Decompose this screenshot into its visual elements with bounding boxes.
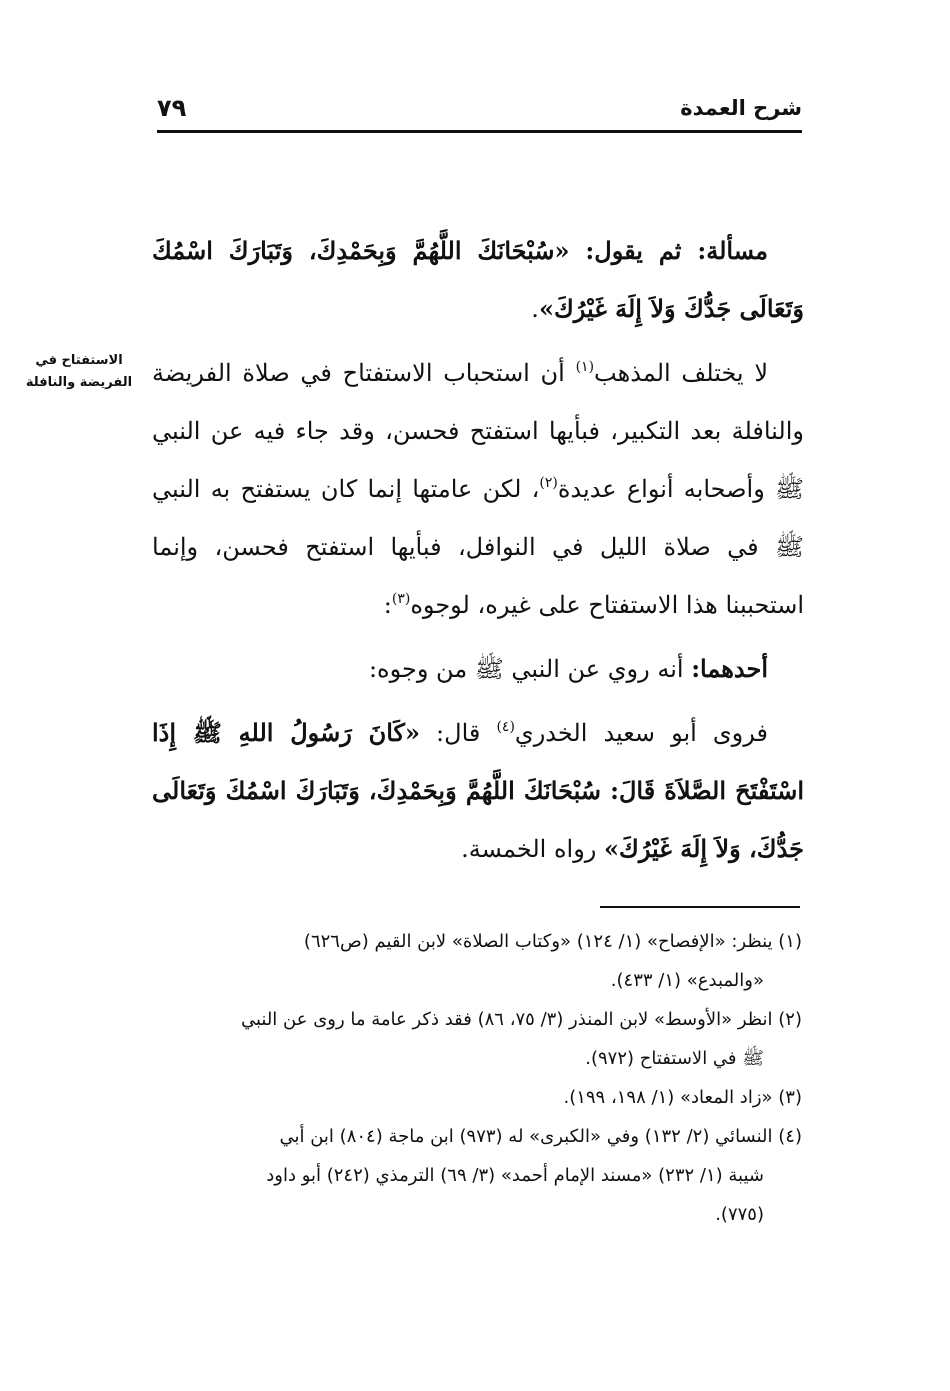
paragraph-text: فروى أبو سعيد الخدري bbox=[514, 719, 768, 747]
page-header bbox=[157, 90, 802, 133]
paragraph-text: ، لكن عامتها إنما كان يستفتح به النبي ﷺ في صلاة الليل في النوافل، فبأيها استفتح فحسن، وإنما استحببنا هذا الاستفتاح على غيره، لوجوه bbox=[152, 475, 804, 619]
paragraph-text: رواه الخمسة. bbox=[461, 835, 605, 863]
footnote-number: (٢) bbox=[778, 1009, 802, 1030]
hadith-quote: «كَانَ رَسُولُ اللهِ ﷺ إِذَا اسْتَفْتَحَ الصَّلاَةَ قَالَ: سُبْحَانَكَ اللَّهُمَّ وَبِحَمْدِكَ، وَتَبَارَكَ اسْمُكَ وَتَعَالَى جَدُّكَ، وَلاَ إِلَهَ غَيْرُكَ» bbox=[152, 718, 804, 863]
footnote-2 bbox=[152, 1000, 802, 1039]
dua-quote: «سُبْحَانَكَ اللَّهُمَّ وَبِحَمْدِكَ، وَتَبَارَكَ اسْمُكَ وَتَعَالَى جَدُّكَ وَلاَ إِلَهَ غَيْرُكَ» bbox=[152, 236, 804, 323]
paragraph-madhhab bbox=[152, 344, 804, 634]
footnote-ref-2[interactable]: (٢) bbox=[539, 475, 558, 491]
paragraph-text: : bbox=[383, 591, 392, 619]
footnote-number: (٣) bbox=[778, 1087, 802, 1108]
paragraph-first-reason bbox=[152, 640, 804, 698]
paragraph-text: قال: bbox=[419, 719, 497, 747]
footnote-text: ﷺ في الاستفتاح (٩٧٢). bbox=[585, 1048, 764, 1069]
paragraph-text: لا يختلف المذهب bbox=[594, 359, 769, 387]
paragraph-tail: . bbox=[531, 295, 539, 323]
footnote-ref-4[interactable]: (٤) bbox=[496, 719, 515, 735]
footnote-4-continued bbox=[152, 1156, 802, 1195]
footnote-text: «والمبدع» (١/ ٤٣٣). bbox=[610, 970, 764, 991]
paragraph-text: أن استحباب الاستفتاح في صلاة الفريضة والنافلة بعد التكبير، فبأيها استفتح فحسن، وقد جاء فيه عن النبي ﷺ وأصحابه أنواع عديدة bbox=[152, 359, 804, 503]
paragraph-text: أنه روي عن النبي ﷺ من وجوه: bbox=[368, 655, 692, 683]
footnote-text: ينظر: «الإفصاح» (١/ ١٢٤) «وكتاب الصلاة» لابن القيم (ص٦٢٦) bbox=[303, 931, 773, 952]
paragraph-hadith bbox=[152, 704, 804, 878]
paragraph-lead: أحدهما: bbox=[691, 654, 768, 683]
margin-note: الاستفتاح في الفريضة والنافلة bbox=[25, 353, 133, 390]
main-text bbox=[152, 222, 804, 878]
page-number: ٧٩ bbox=[157, 94, 187, 122]
footnote-number: (٤) bbox=[778, 1126, 802, 1147]
footnote-text: (٧٧٥). bbox=[715, 1204, 764, 1225]
footnote-text: «زاد المعاد» (١/ ١٩٨، ١٩٩). bbox=[563, 1087, 773, 1108]
running-title: شرح العمدة bbox=[680, 96, 802, 120]
footnote-text: انظر «الأوسط» لابن المنذر (٣/ ٧٥، ٨٦) فقد ذكر عامة ما روى عن النبي bbox=[240, 1009, 773, 1030]
footnote-number: (١) bbox=[778, 931, 802, 952]
footnote-text: شيبة (١/ ٢٣٢) «مسند الإمام أحمد» (٣/ ٦٩) الترمذي (٢٤٢) أبو داود bbox=[266, 1165, 764, 1186]
paragraph-lead: مسألة: ثم يقول: bbox=[569, 236, 769, 265]
footnote-4 bbox=[152, 1117, 802, 1156]
footnote-4-continued bbox=[152, 1195, 802, 1234]
footnote-2-continued bbox=[152, 1039, 802, 1078]
footnote-text: النسائي (٢/ ١٣٢) وفي «الكبرى» له (٩٧٣) ابن ماجة (٨٠٤) ابن أبي bbox=[279, 1126, 773, 1147]
footnote-1-continued bbox=[152, 961, 802, 1000]
footnote-divider bbox=[600, 906, 800, 908]
footnotes bbox=[152, 922, 802, 1234]
footnote-ref-1[interactable]: (١) bbox=[575, 359, 595, 375]
footnote-1 bbox=[152, 922, 802, 961]
paragraph-mas-ala bbox=[152, 222, 804, 338]
footnote-3 bbox=[152, 1078, 802, 1117]
footnote-ref-3[interactable]: (٣) bbox=[391, 591, 411, 607]
